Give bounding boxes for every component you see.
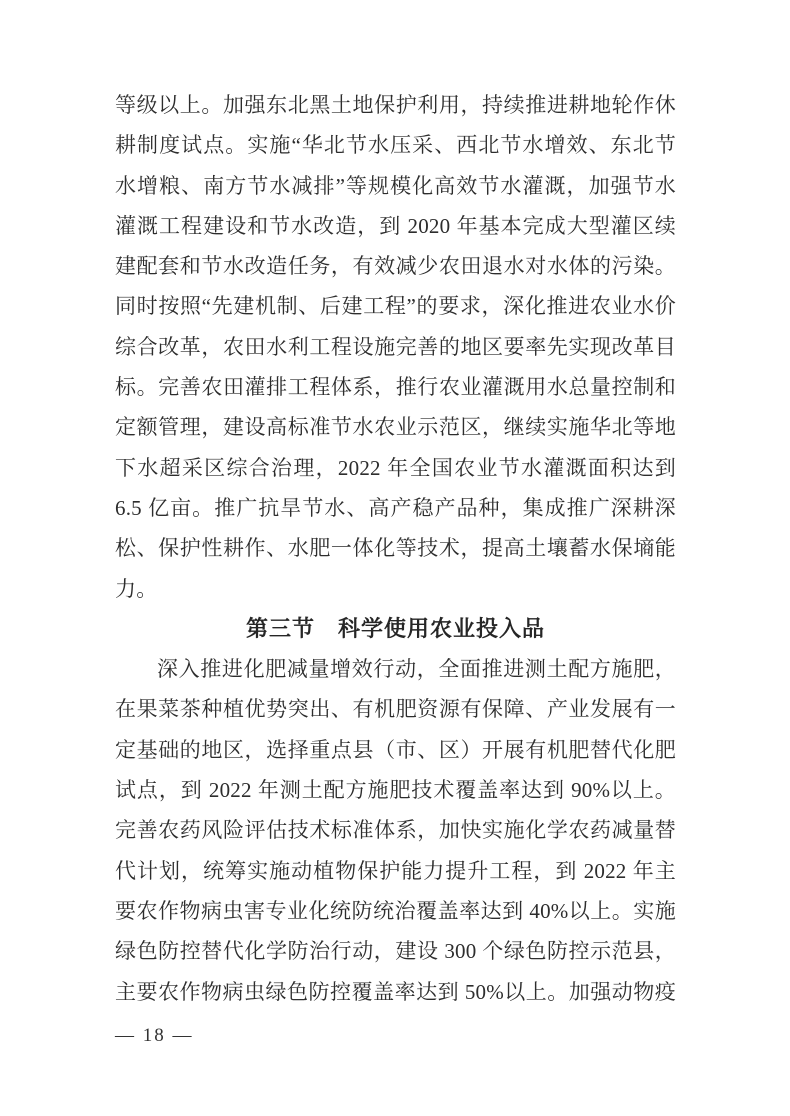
body-text-line: 要农作物病虫害专业化统防统治覆盖率达到 40%以上。实施 [115, 898, 676, 923]
body-text-line: 耕制度试点。实施“华北节水压采、西北节水增效、东北节 [115, 133, 676, 158]
body-text-line: 标。完善农田灌排工程体系，推行农业灌溉用水总量控制和 [115, 375, 676, 400]
section-heading: 第三节 科学使用农业投入品 [245, 615, 545, 641]
page-number: — 18 — [115, 1025, 194, 1046]
body-text-line: 等级以上。加强东北黑土地保护利用，持续推进耕地轮作休 [115, 93, 676, 117]
body-text-line: 松、保护性耕作、水肥一体化等技术，提高土壤蓄水保墒能 [115, 536, 676, 561]
body-text-line: 完善农药风险评估技术标准体系，加快实施化学农药减量替 [115, 818, 676, 843]
body-text-line: 绿色防控替代化学防治行动，建设 300 个绿色防控示范县， [115, 939, 676, 964]
body-text-line: 综合改革，农田水利工程设施完善的地区要率先实现改革目 [115, 334, 676, 359]
page-content [115, 85, 676, 1012]
body-text-line: 灌溉工程建设和节水改造，到 2020 年基本完成大型灌区续 [115, 213, 676, 238]
body-text-line: 主要农作物病虫绿色防控覆盖率达到 50%以上。加强动物疫 [115, 979, 676, 1004]
body-text-line: 水增粮、南方节水减排”等规模化高效节水灌溉，加强节水 [115, 173, 676, 198]
body-text-line: 深入推进化肥减量增效行动，全面推进测土配方施肥， [157, 657, 676, 682]
body-text-line: 代计划，统筹实施动植物保护能力提升工程，到 2022 年主 [115, 858, 676, 883]
paragraph-agricultural-inputs [115, 649, 676, 1012]
body-text-line: 6.5 亿亩。推广抗旱节水、高产稳产品种，集成推广深耕深 [115, 495, 676, 520]
body-text-line: 在果菜茶种植优势突出、有机肥资源有保障、产业发展有一 [115, 697, 676, 722]
body-text-line: 力。 [115, 576, 158, 601]
body-text-line: 同时按照“先建机制、后建工程”的要求，深化推进农业水价 [115, 294, 676, 319]
paragraph-water-saving [115, 85, 676, 609]
body-text-line: 定基础的地区，选择重点县（市、区）开展有机肥替代化肥 [115, 737, 676, 762]
body-text-line: 建配套和节水改造任务，有效减少农田退水对水体的污染。 [115, 254, 676, 279]
body-text-line: 试点，到 2022 年测土配方施肥技术覆盖率达到 90%以上。 [115, 778, 676, 803]
body-text-line: 定额管理，建设高标准节水农业示范区，继续实施华北等地 [115, 415, 676, 440]
body-text-line: 下水超采区综合治理，2022 年全国农业节水灌溉面积达到 [115, 455, 676, 480]
